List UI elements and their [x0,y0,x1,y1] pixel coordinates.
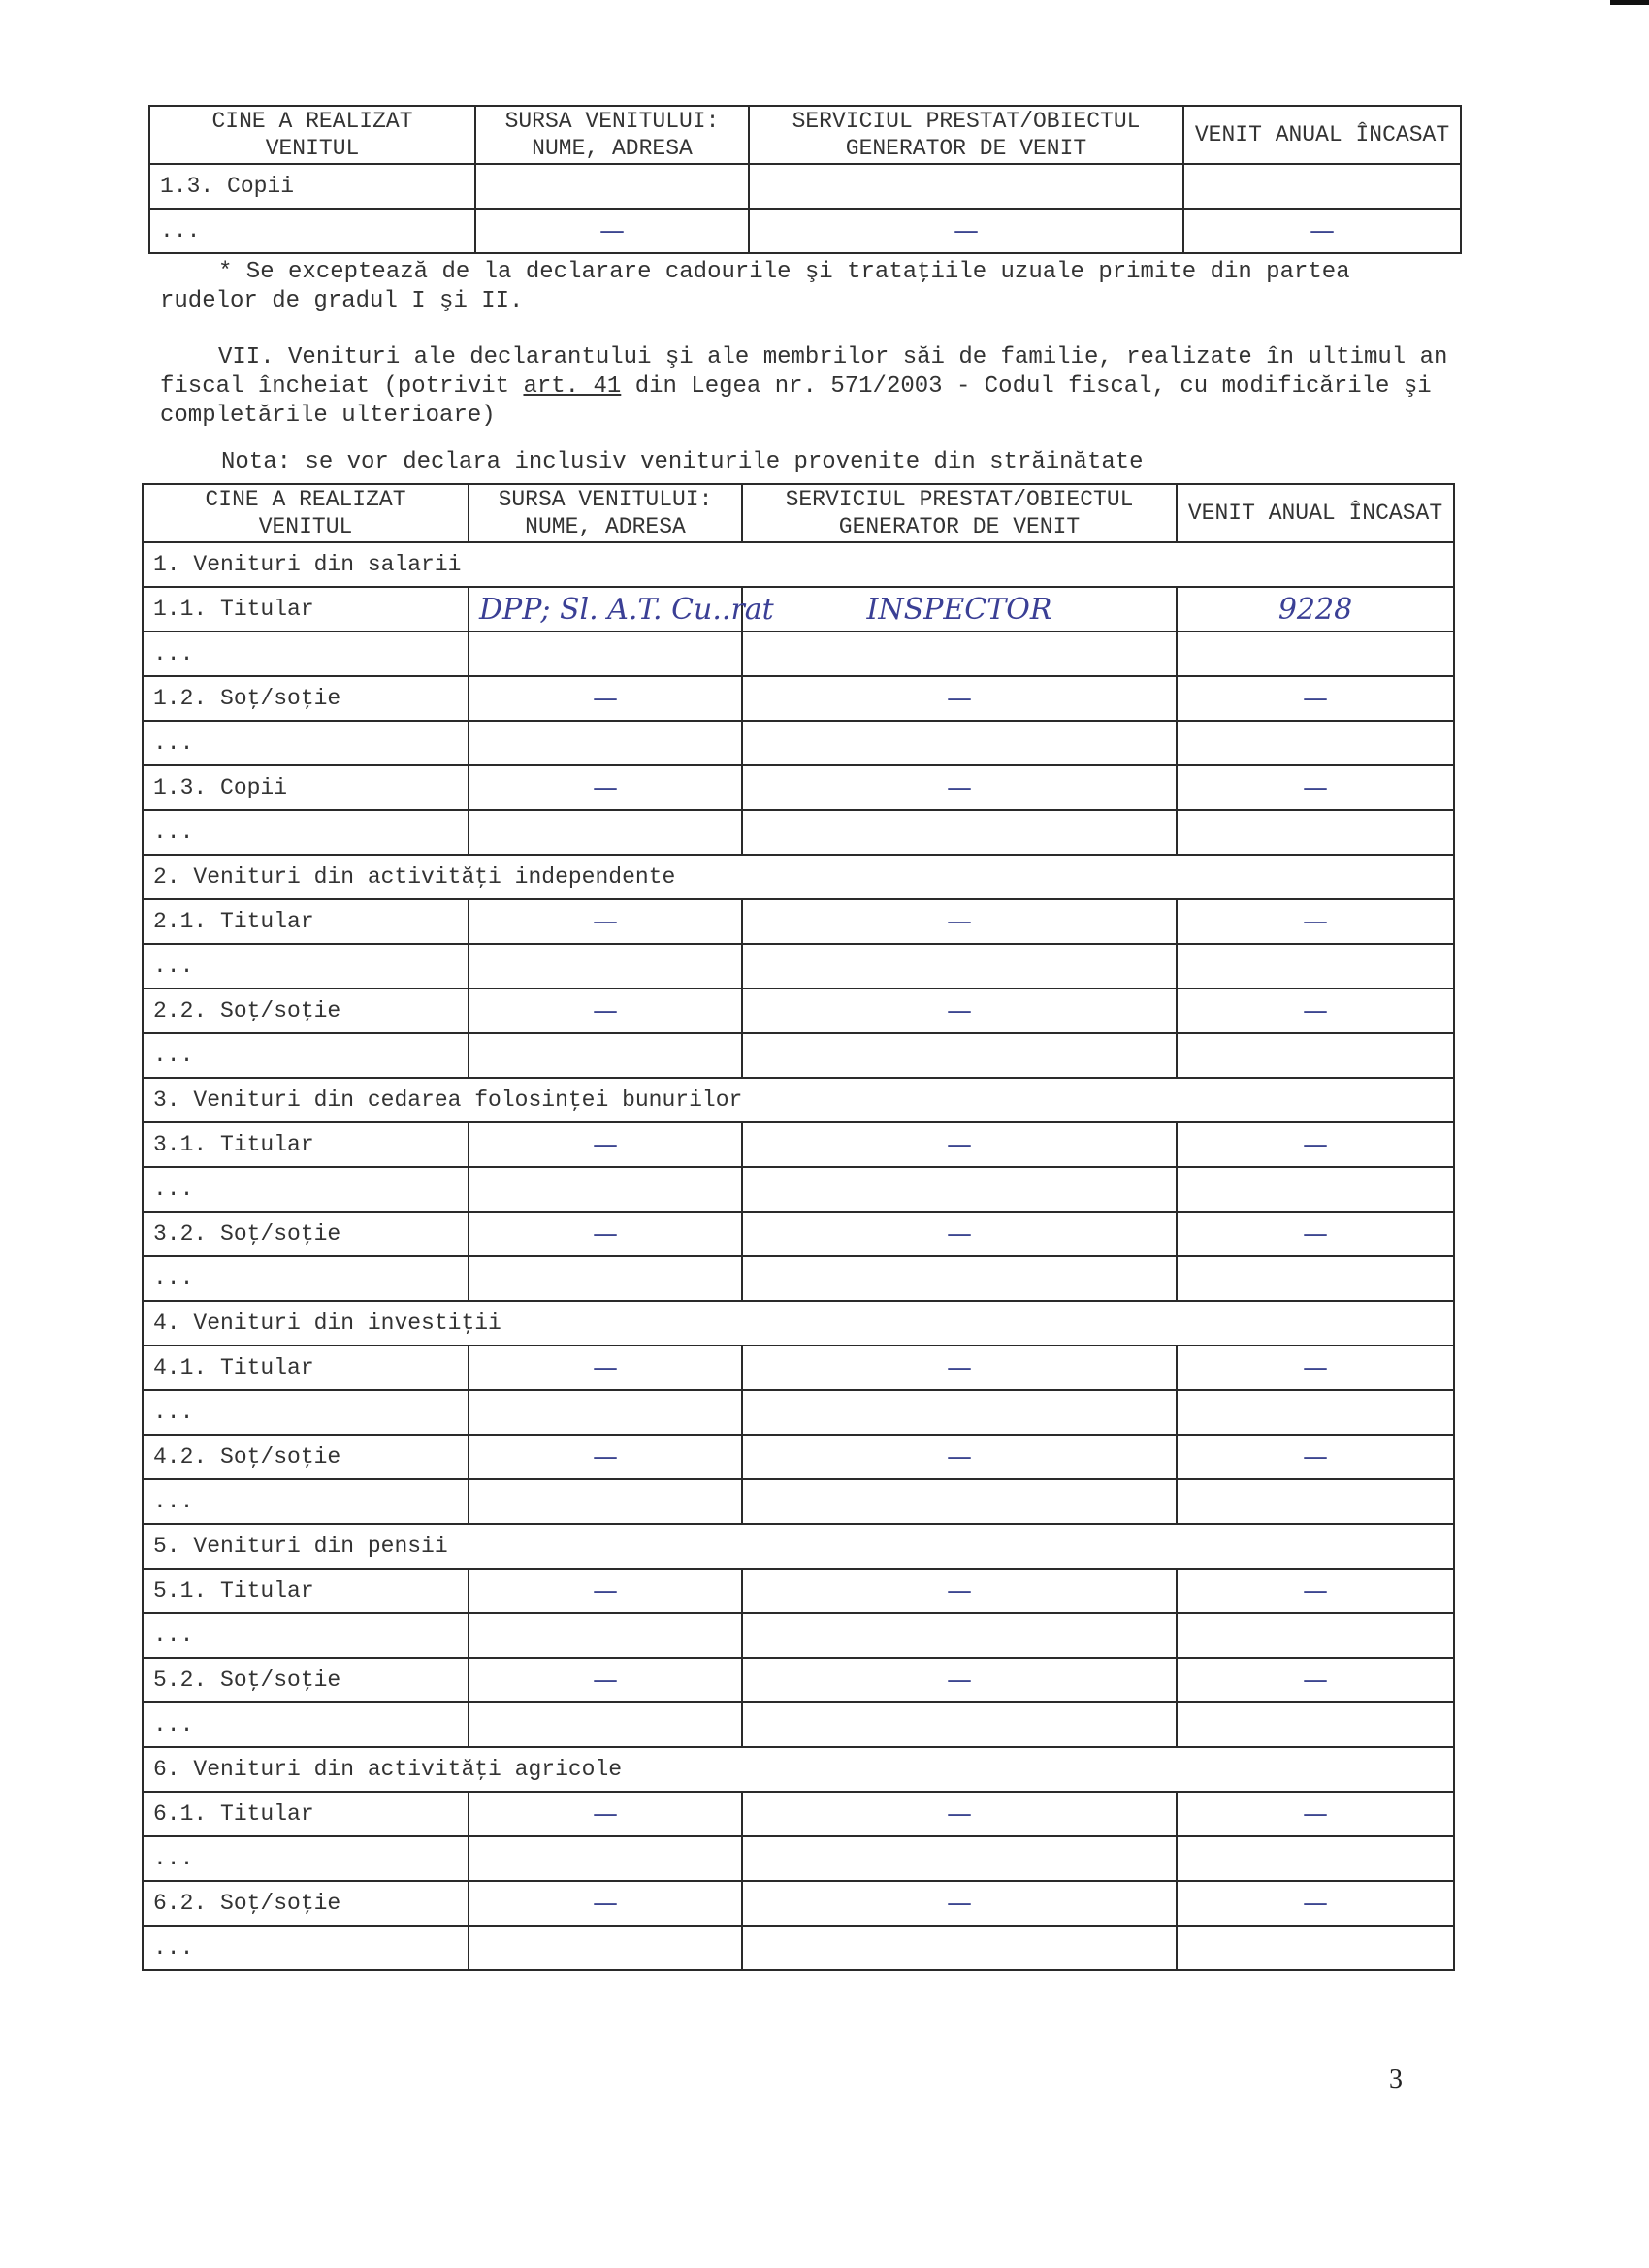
income-cell [1177,1613,1454,1658]
row-label: 6.2. Soţ/soţie [143,1881,469,1926]
income-cell [1177,1033,1454,1078]
section-row [143,542,1454,587]
table-row [143,1122,1454,1167]
table-row [143,632,1454,676]
income-cell: — [1183,209,1461,253]
table-row [149,209,1461,253]
income-cell: — [1177,899,1454,944]
table-row [143,1881,1454,1926]
service-cell [742,1390,1177,1435]
footnote: * Se exceptează de la declarare cadourile şi trataţiile uzuale primite din partea rudelor de gradul I şi II. [160,259,1350,314]
row-label: 5.2. Soţ/soţie [143,1658,469,1702]
table-row [143,765,1454,810]
source-cell: — [475,209,749,253]
table-row [143,1479,1454,1524]
table-row [143,1390,1454,1435]
row-label: ... [143,1926,469,1970]
service-cell [742,1702,1177,1747]
row-label: ... [143,944,469,988]
row-label: 2.1. Titular [143,899,469,944]
section-heading: 4. Venituri din investiţii [143,1301,1454,1345]
source-cell [469,1033,742,1078]
row-label: 1.1. Titular [143,587,469,632]
table-row [143,1256,1454,1301]
service-cell: — [742,1792,1177,1836]
header-sursa: SURSA VENITULUI: NUME, ADRESA [475,106,749,164]
section-vii-note: Nota: se vor declara inclusiv veniturile provenite din străinătate [221,449,1144,475]
source-cell [469,810,742,855]
table-row [143,1613,1454,1658]
row-label: ... [143,1167,469,1212]
table-row [143,1033,1454,1078]
service-cell [742,632,1177,676]
header-serviciul: SERVICIUL PRESTAT/OBIECTUL GENERATOR DE VENIT [742,484,1177,542]
row-label: 1.2. Soţ/soţie [143,676,469,721]
service-cell [742,944,1177,988]
source-cell: — [469,988,742,1033]
service-cell [742,1836,1177,1881]
section-vii-text-1: VII. Venituri ale declarantului şi ale membrilor săi de familie, realizate în ultimul an fiscal încheiat (potrivit [160,344,1448,400]
header-sursa: SURSA VENITULUI: NUME, ADRESA [469,484,742,542]
income-cell [1177,1926,1454,1970]
header-serviciul: SERVICIUL PRESTAT/OBIECTUL GENERATOR DE VENIT [749,106,1183,164]
row-label: ... [143,810,469,855]
table-row [143,1658,1454,1702]
service-cell: — [742,1212,1177,1256]
service-cell [742,1256,1177,1301]
source-cell: — [469,1122,742,1167]
header-venit: VENIT ANUAL ÎNCASAT [1183,106,1461,164]
section-heading: 6. Venituri din activităţi agricole [143,1747,1454,1792]
income-cell: — [1177,1881,1454,1926]
section-heading: 3. Venituri din cedarea folosinţei bunurilor [143,1078,1454,1122]
table-row [143,1836,1454,1881]
source-cell: — [469,1212,742,1256]
source-cell: DPP; Sl. A.T. Cu..rat [469,587,742,632]
service-cell: — [742,1435,1177,1479]
source-cell: — [469,1435,742,1479]
section-row [143,1747,1454,1792]
service-cell: — [742,1569,1177,1613]
income-cell: — [1177,1345,1454,1390]
table-row [143,988,1454,1033]
source-cell: — [469,676,742,721]
source-cell: — [469,1881,742,1926]
income-table [142,483,1455,1971]
source-cell [469,1702,742,1747]
source-cell [469,1613,742,1658]
income-cell: — [1177,1122,1454,1167]
row-label: ... [143,1479,469,1524]
service-cell [742,1479,1177,1524]
income-cell [1177,632,1454,676]
table-row [143,587,1454,632]
row-label: 5.1. Titular [143,1569,469,1613]
income-cell [1177,1390,1454,1435]
service-cell: — [742,1881,1177,1926]
row-label: 1.3. Copii [143,765,469,810]
source-cell [469,944,742,988]
table-row [149,164,1461,209]
income-cell [1183,164,1461,209]
row-label: 3.2. Soţ/soţie [143,1212,469,1256]
source-cell: — [469,1658,742,1702]
source-cell [469,1167,742,1212]
header-cine: CINE A REALIZAT VENITUL [149,106,475,164]
service-cell [742,1033,1177,1078]
service-cell [742,1926,1177,1970]
income-cell [1177,1167,1454,1212]
income-cell: — [1177,1658,1454,1702]
service-cell: — [742,899,1177,944]
income-cell: — [1177,988,1454,1033]
service-cell: — [742,765,1177,810]
row-label: ... [143,632,469,676]
row-label: 1.3. Copii [149,164,475,209]
service-cell: — [742,988,1177,1033]
table-row [143,1345,1454,1390]
service-cell [742,1167,1177,1212]
income-cell: — [1177,1435,1454,1479]
service-cell: INSPECTOR [742,587,1177,632]
service-cell: — [742,1122,1177,1167]
section-row [143,1078,1454,1122]
source-cell [469,1256,742,1301]
row-label: ... [143,1390,469,1435]
service-cell [742,810,1177,855]
income-cell [1177,1836,1454,1881]
table-row [143,1167,1454,1212]
table-row [143,721,1454,765]
source-cell: — [469,1792,742,1836]
row-label: ... [143,1613,469,1658]
source-cell [469,1836,742,1881]
row-label: ... [143,1256,469,1301]
section-row [143,855,1454,899]
service-cell: — [749,209,1183,253]
row-label: 4.1. Titular [143,1345,469,1390]
section-heading: 2. Venituri din activităţi independente [143,855,1454,899]
income-cell [1177,944,1454,988]
source-cell [469,721,742,765]
table-row [143,810,1454,855]
table-row [143,1926,1454,1970]
table-row [143,1702,1454,1747]
income-cell: — [1177,676,1454,721]
row-label: ... [143,1836,469,1881]
income-cell: 9228 [1177,587,1454,632]
service-cell: — [742,1345,1177,1390]
row-label: ... [143,1033,469,1078]
source-cell [469,632,742,676]
income-cell: — [1177,1792,1454,1836]
service-cell [742,1613,1177,1658]
source-cell: — [469,1569,742,1613]
section-heading: 1. Venituri din salarii [143,542,1454,587]
article-link: art. 41 [523,373,622,400]
table-row [143,1792,1454,1836]
table-row [143,1212,1454,1256]
table-row [143,1435,1454,1479]
income-cell: — [1177,765,1454,810]
section-row [143,1301,1454,1345]
row-label: 4.2. Soţ/soţie [143,1435,469,1479]
table-row [143,1569,1454,1613]
header-venit: VENIT ANUAL ÎNCASAT [1177,484,1454,542]
row-label: ... [143,1702,469,1747]
service-cell: — [742,676,1177,721]
income-cell: — [1177,1569,1454,1613]
source-cell [469,1926,742,1970]
row-label: ... [149,209,475,253]
row-label: ... [143,721,469,765]
income-cell [1177,810,1454,855]
service-cell [742,721,1177,765]
source-cell [475,164,749,209]
income-cell: — [1177,1212,1454,1256]
source-cell [469,1479,742,1524]
row-label: 6.1. Titular [143,1792,469,1836]
table-row [143,944,1454,988]
row-label: 3.1. Titular [143,1122,469,1167]
source-cell: — [469,899,742,944]
section-vii-text-2: din Legea nr. 571/2003 - Codul fiscal, cu modificările şi completările ulterioare) [160,373,1432,429]
service-cell: — [742,1658,1177,1702]
source-cell: — [469,765,742,810]
header-cine: CINE A REALIZAT VENITUL [143,484,469,542]
scan-corner-mark [1610,0,1649,5]
page-number: 3 [1389,2064,1403,2094]
source-cell: — [469,1345,742,1390]
source-cell [469,1390,742,1435]
section-row [143,1524,1454,1569]
row-label: 2.2. Soţ/soţie [143,988,469,1033]
income-cell [1177,1256,1454,1301]
service-cell [749,164,1183,209]
table-row [143,899,1454,944]
table-row [143,676,1454,721]
section-vii-title [160,343,1460,431]
income-cell [1177,721,1454,765]
top-income-table [148,105,1462,254]
income-cell [1177,1479,1454,1524]
income-cell [1177,1702,1454,1747]
section-heading: 5. Venituri din pensii [143,1524,1454,1569]
